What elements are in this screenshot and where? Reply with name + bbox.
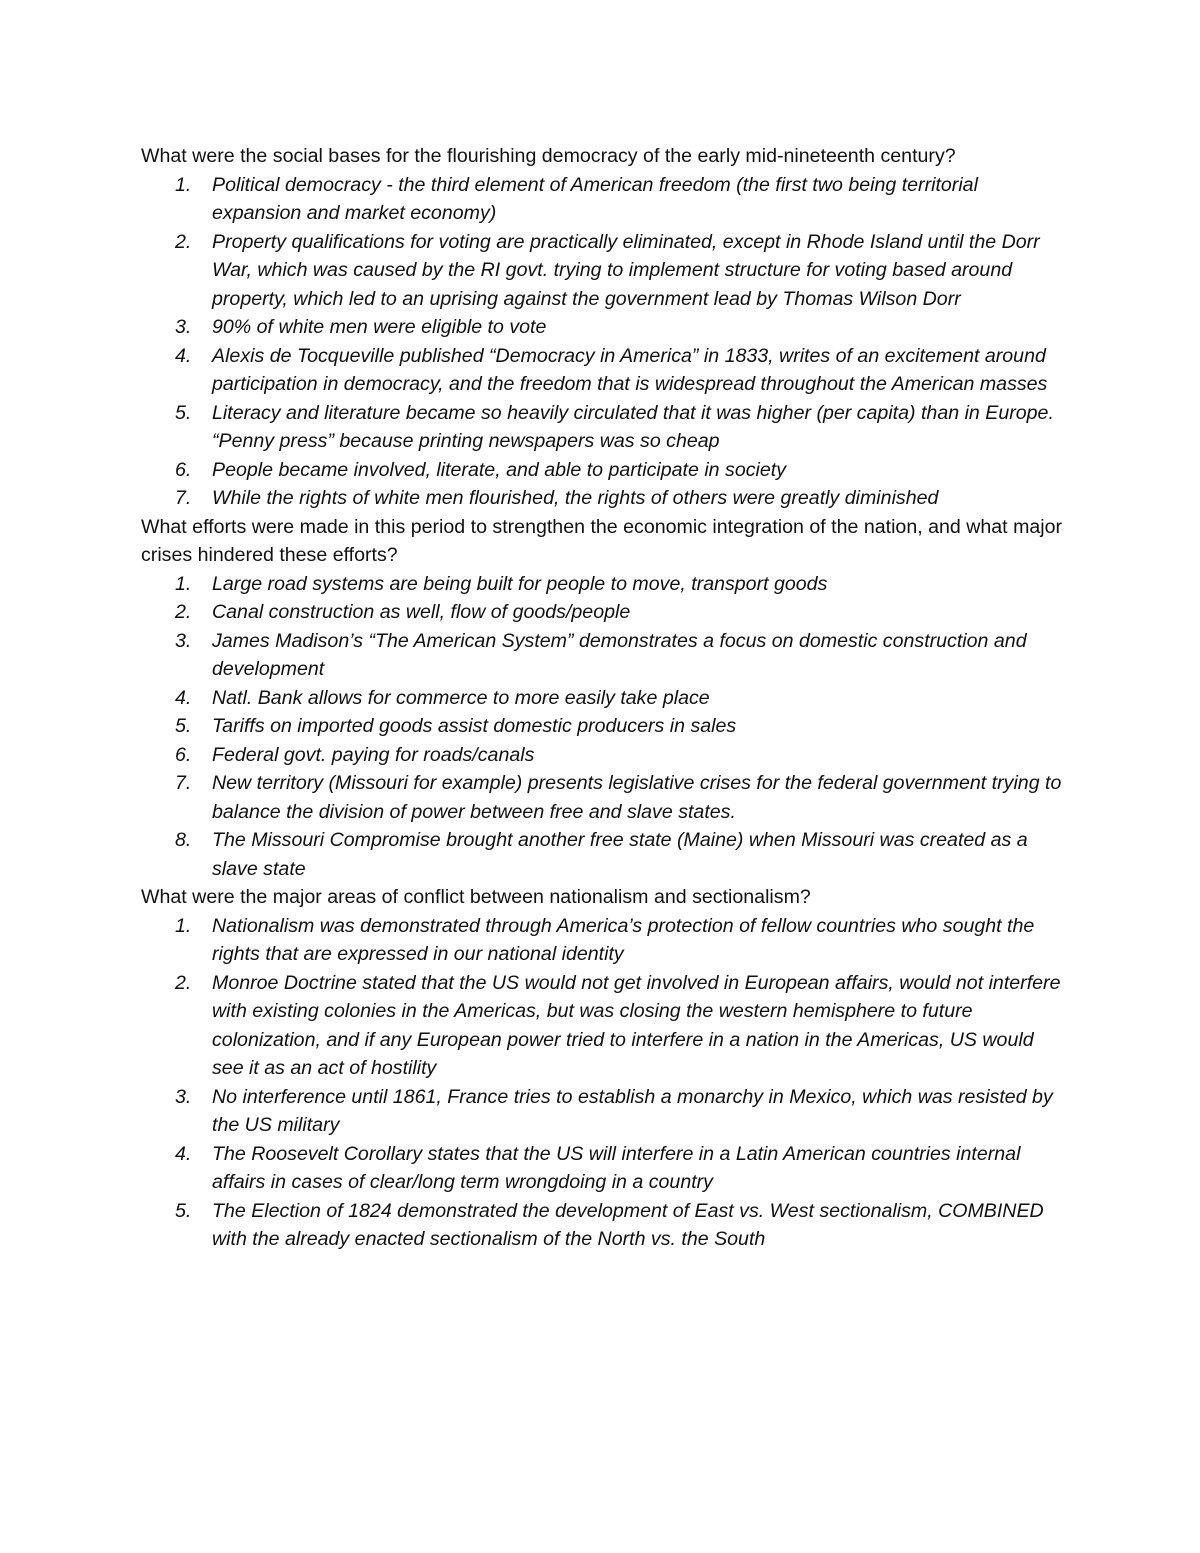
answer-item	[141, 1083, 1066, 1140]
answer-item	[141, 627, 1066, 684]
question-section	[141, 883, 1066, 1254]
answer-number: 7.	[175, 487, 192, 509]
answer-text: Tariffs on imported goods assist domestic producers in sales	[212, 715, 737, 737]
answer-item	[141, 912, 1066, 969]
answer-text: While the rights of white men flourished, the rights of others were greatly diminished	[212, 487, 939, 509]
answer-item	[141, 456, 1066, 485]
answer-list	[141, 570, 1066, 884]
answer-text: The Roosevelt Corollary states that the US will interfere in a Latin American countries internal affairs in cases of clear/long term wrongdoing in a country	[212, 1142, 1021, 1193]
answer-text: Natl. Bank allows for commerce to more easily take place	[212, 686, 710, 709]
answer-item	[141, 684, 1066, 713]
answer-item	[141, 1140, 1066, 1197]
answer-text: Property qualifications for voting are practically eliminated, except in Rhode Island until the Dorr War, which was caused by the RI govt. trying to implement structure for voting based around property, which led to an uprising against the government lead by Thomas Wilson Dorr	[212, 230, 1040, 310]
answer-number: 5.	[175, 401, 192, 424]
answer-number: 5.	[175, 715, 192, 737]
answer-number: 1.	[175, 572, 192, 595]
answer-text: Federal govt. paying for roads/canals	[212, 743, 535, 766]
answer-number: 2.	[175, 971, 192, 994]
answer-list	[141, 171, 1066, 513]
question-heading: What were the social bases for the flourishing democracy of the early mid-nineteenth century?	[141, 145, 956, 167]
answer-number: 7.	[175, 772, 192, 794]
question-heading: What efforts were made in this period to strengthen the economic integration of the nation, and what major crises hindered these efforts?	[141, 515, 1063, 566]
answer-text: People became involved, literate, and able to participate in society	[212, 458, 787, 481]
question-section	[141, 142, 1066, 513]
answer-item	[141, 598, 1066, 627]
answer-item	[141, 826, 1066, 883]
answer-number: 8.	[175, 829, 192, 851]
answer-item	[141, 1197, 1066, 1254]
answer-number: 3.	[175, 629, 192, 652]
answer-text: Political democracy - the third element of American freedom (the first two being territorial expansion and market economy)	[212, 173, 978, 224]
answer-number: 1.	[175, 173, 192, 196]
answer-item	[141, 171, 1066, 228]
question-section	[141, 513, 1066, 884]
answer-number: 2.	[175, 230, 192, 253]
answer-list	[141, 912, 1066, 1254]
answer-number: 6.	[175, 458, 192, 481]
answer-text: Monroe Doctrine stated that the US would not get involved in European affairs, would not interfere with existing colonies in the Americas, but was closing the western hemisphere to future colonization, and if any European power tried to interfere in a nation in the Americas, US would see it as an act of hostility	[212, 971, 1061, 1079]
answer-text: Alexis de Tocqueville published “Democracy in America” in 1833, writes of an excitement around participation in democracy, and the freedom that is widespread throughout the American masses	[212, 344, 1048, 395]
answer-item	[141, 570, 1066, 599]
answer-item	[141, 969, 1066, 1083]
answer-text: New territory (Missouri for example) presents legislative crises for the federal government trying to balance the division of power between free and slave states.	[212, 772, 1062, 823]
answer-item	[141, 484, 1066, 513]
answer-number: 3.	[175, 1085, 192, 1108]
answer-number: 4.	[175, 1142, 192, 1165]
document-body	[141, 142, 1066, 1254]
answer-item	[141, 741, 1066, 770]
answer-number: 3.	[175, 316, 192, 338]
answer-number: 4.	[175, 344, 192, 367]
answer-text: The Election of 1824 demonstrated the development of East vs. West sectionalism, COMBINED with the already enacted sectionalism of the North vs. the South	[212, 1199, 1044, 1250]
answer-item	[141, 313, 1066, 342]
answer-item	[141, 342, 1066, 399]
answer-text: Large road systems are being built for people to move, transport goods	[212, 572, 828, 595]
answer-number: 1.	[175, 914, 192, 937]
answer-text: 90% of white men were eligible to vote	[212, 316, 547, 338]
answer-item	[141, 399, 1066, 456]
answer-text: Literacy and literature became so heavily circulated that it was higher (per capita) than in Europe. “Penny press” because printing newspapers was so cheap	[212, 401, 1054, 452]
answer-item	[141, 228, 1066, 314]
question-heading: What were the major areas of conflict between nationalism and sectionalism?	[141, 886, 811, 908]
answer-text: Canal construction as well, flow of goods/people	[212, 601, 631, 623]
answer-text: James Madison’s “The American System” demonstrates a focus on domestic construction and development	[212, 629, 1027, 680]
answer-item	[141, 712, 1066, 741]
answer-number: 6.	[175, 743, 192, 766]
answer-number: 4.	[175, 686, 192, 709]
answer-text: No interference until 1861, France tries to establish a monarchy in Mexico, which was resisted by the US military	[212, 1085, 1053, 1136]
answer-item	[141, 769, 1066, 826]
answer-number: 2.	[175, 601, 192, 623]
answer-text: The Missouri Compromise brought another free state (Maine) when Missouri was created as a slave state	[212, 829, 1028, 880]
answer-text: Nationalism was demonstrated through America’s protection of fellow countries who sought the rights that are expressed in our national identity	[212, 914, 1035, 965]
answer-number: 5.	[175, 1199, 192, 1222]
